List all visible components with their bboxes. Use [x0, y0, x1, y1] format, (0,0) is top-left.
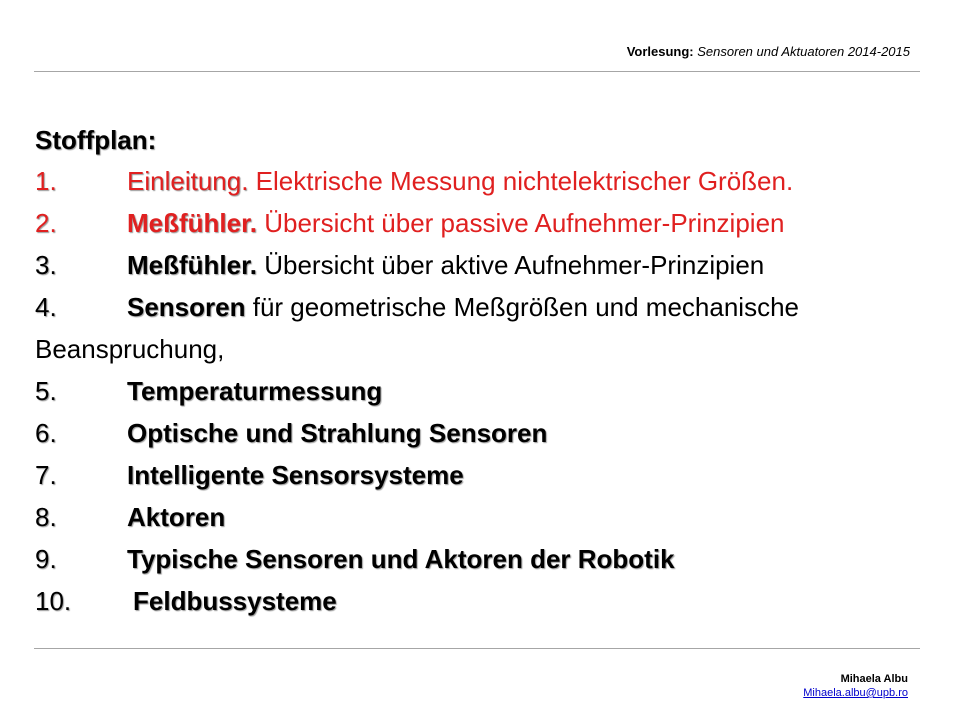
item-key: Einleitung.	[127, 166, 249, 196]
item-key: Sensoren	[127, 292, 246, 322]
item-key: Meßfühler.	[127, 208, 258, 238]
item-number: 7.	[35, 460, 57, 490]
list-item-5	[35, 370, 935, 412]
item-key: Temperaturmessung	[127, 376, 383, 406]
item-key: Meßfühler.	[127, 250, 258, 280]
item-number: 9.	[35, 544, 57, 574]
list-item-2	[35, 202, 935, 244]
item-key: Optische und Strahlung Sensoren	[127, 418, 548, 448]
list-item-8	[35, 496, 935, 538]
item-description: Elektrische Messung nichtelektrischer Größen.	[248, 166, 794, 196]
list-item-9	[35, 538, 935, 580]
slide-body	[35, 120, 935, 622]
item-description: Übersicht über passive Aufnehmer-Prinzipien	[257, 208, 785, 238]
item-number: 4.	[35, 292, 57, 322]
slide-header	[627, 44, 910, 59]
item-continuation: Beanspruchung,	[35, 334, 225, 364]
slide-footer	[803, 672, 908, 700]
list-item-1	[35, 160, 935, 202]
item-key: Aktoren	[127, 502, 226, 532]
item-number: 5.	[35, 376, 57, 406]
list-item-3	[35, 244, 935, 286]
header-label: Vorlesung:	[626, 44, 694, 59]
item-number: 1.	[35, 166, 57, 196]
item-number: 8.	[35, 502, 57, 532]
course-name: Sensoren und Aktuatoren 2014-2015	[697, 44, 910, 59]
item-number: 2.	[35, 208, 57, 238]
list-item-7	[35, 454, 935, 496]
item-number: 3.	[35, 250, 57, 280]
item-key: Intelligente Sensorsysteme	[127, 460, 464, 490]
item-description: Übersicht über aktive Aufnehmer-Prinzipien	[257, 250, 765, 280]
list-item-4	[35, 286, 935, 328]
footer-divider	[34, 648, 920, 649]
list-item-6	[35, 412, 935, 454]
author-email-link[interactable]: Mihaela.albu@upb.ro	[803, 687, 908, 699]
item-key: Feldbussysteme	[133, 586, 337, 616]
header-divider	[34, 71, 920, 72]
author-name: Mihaela Albu	[840, 673, 908, 685]
item-number: 10.	[35, 586, 72, 616]
item-number: 6.	[35, 418, 57, 448]
slide-title: Stoffplan:	[35, 125, 157, 155]
item-description: für geometrische Meßgrößen und mechanische	[245, 292, 799, 322]
item-key: Typische Sensoren und Aktoren der Robotik	[127, 544, 675, 574]
list-item-10	[35, 580, 935, 622]
